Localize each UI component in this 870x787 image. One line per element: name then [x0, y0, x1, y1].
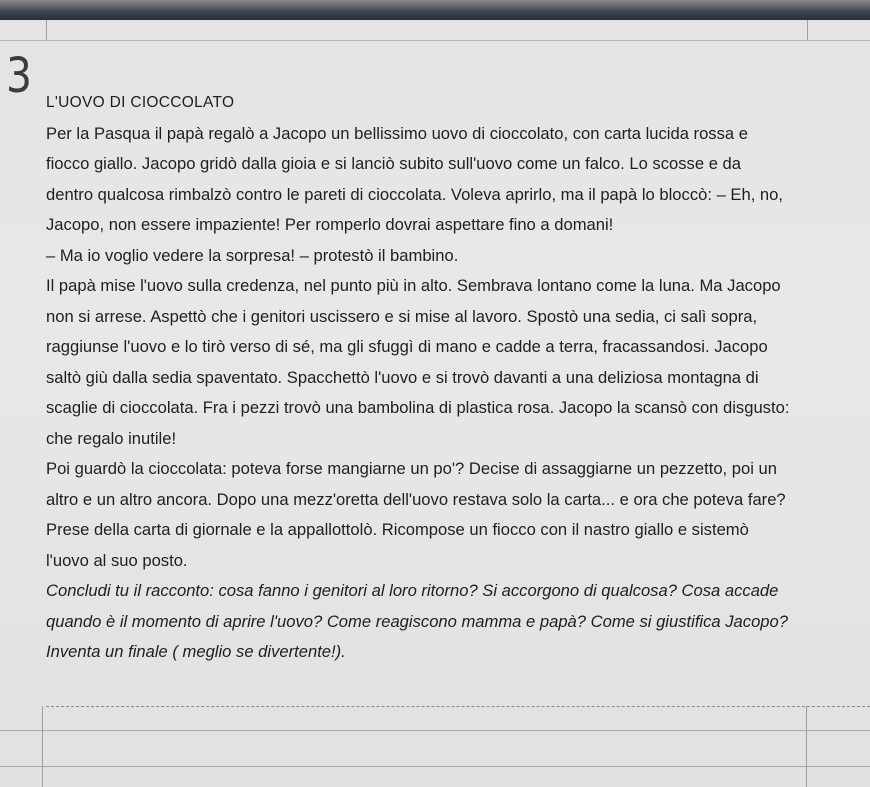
- task-line: Inventa un finale ( meglio se divertente!).: [46, 642, 346, 661]
- story-line: altro e un altro ancora. Dopo una mezz'oretta dell'uovo restava solo la carta... e ora che poteva fare?: [46, 489, 786, 509]
- task-line: quando è il momento di aprire l'uovo? Come reagiscono mamma e papà? Come si giustifica Jacopo?: [46, 611, 788, 631]
- notebook-binding: [0, 0, 870, 20]
- margin-line-bottom-left: [42, 706, 43, 787]
- story-line: Poi guardò la cioccolata: poteva forse mangiarne un po'? Decise di assaggiarne un pezzetto, poi un: [46, 459, 777, 478]
- story-line: scaglie di cioccolata. Fra i pezzi trovò una bambolina di plastica rosa. Jacopo la scansò con disgusto:: [46, 398, 790, 417]
- handwritten-page-number: 3: [6, 48, 32, 104]
- margin-line-top-right: [807, 20, 808, 40]
- margin-line-top-left: [46, 20, 47, 40]
- task-line: Concludi tu il racconto: cosa fanno i genitori al loro ritorno? Si accorgono di qualcosa? Cosa accade: [46, 581, 779, 600]
- worksheet-text: [46, 93, 870, 668]
- story-title: L'UOVO DI CIOCCOLATO: [46, 94, 235, 111]
- story-line: Prese della carta di giornale e la appallottolò. Ricompose un fiocco con il nastro giallo e sistemò: [46, 520, 749, 539]
- margin-line-bottom-right: [806, 706, 807, 787]
- story-line: non si arrese. Aspettò che i genitori uscissero e si mise al lavoro. Spostò una sedia, ci salì sopra,: [46, 306, 758, 326]
- story-line: Per la Pasqua il papà regalò a Jacopo un bellissimo uovo di cioccolato, con carta lucida rossa e: [46, 123, 748, 143]
- story-line: raggiunse l'uovo e lo tirò verso di sé, ma gli sfuggì di mano e cadde a terra, fracassandosi. Jacopo: [46, 337, 768, 356]
- cut-line: [46, 706, 870, 707]
- story-line: dentro qualcosa rimbalzò contro le pareti di cioccolata. Voleva aprirlo, ma il papà lo bloccò: – Eh, no,: [46, 184, 783, 204]
- story-line: Jacopo, non essere impaziente! Per romperlo dovrai aspettare fino a domani!: [46, 215, 614, 234]
- story-body: [46, 119, 870, 577]
- ruled-line: [0, 730, 870, 731]
- story-line: fiocco giallo. Jacopo gridò dalla gioia e si lanciò subito sull'uovo come un falco. Lo scosse e da: [46, 154, 741, 173]
- ruled-line: [0, 766, 870, 767]
- story-line: Il papà mise l'uovo sulla credenza, nel punto più in alto. Sembrava lontano come la luna. Ma Jacopo: [46, 276, 781, 295]
- story-line: – Ma io voglio vedere la sorpresa! – protestò il bambino.: [46, 245, 459, 265]
- story-line: l'uovo al suo posto.: [46, 550, 188, 570]
- writing-task: [46, 576, 870, 668]
- story-line: che regalo inutile!: [46, 428, 177, 448]
- story-line: saltò giù dalla sedia spaventato. Spacchettò l'uovo e si trovò davanti a una deliziosa montagna di: [46, 367, 759, 387]
- top-ruled-line: [0, 40, 870, 41]
